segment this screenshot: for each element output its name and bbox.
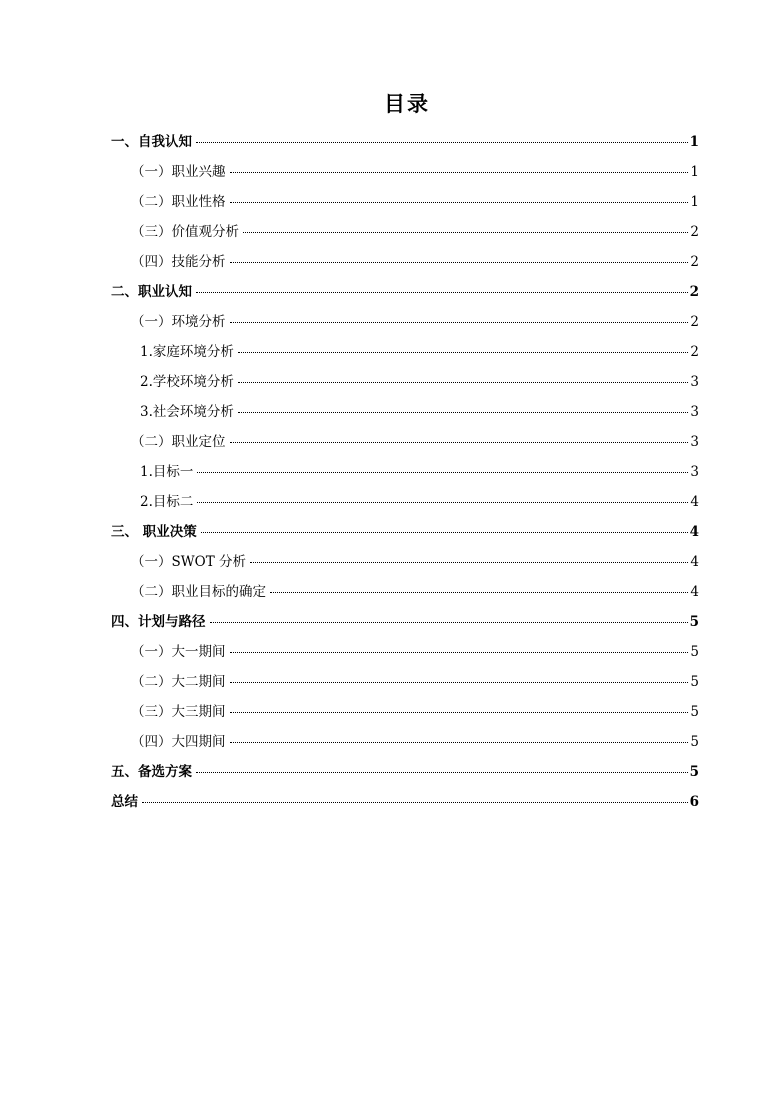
toc-entry[interactable] — [111, 667, 699, 697]
toc-entry[interactable] — [111, 727, 699, 757]
toc-entry-label: 一、自我认知 — [111, 134, 192, 150]
toc-entry-page-number: 2 — [690, 254, 699, 270]
toc-entry-label: 3.社会环境分析 — [140, 404, 234, 420]
dot-leader — [230, 441, 689, 443]
toc-entry[interactable] — [111, 457, 699, 487]
dot-leader — [210, 621, 688, 623]
toc-entry-page-number: 5 — [689, 614, 699, 630]
toc-entry-label: （二）大二期间 — [131, 674, 226, 690]
toc-entry-page-number: 3 — [690, 464, 699, 480]
toc-entry-label: （二）职业目标的确定 — [131, 584, 266, 600]
page-title: 目录 — [384, 91, 430, 116]
toc-entry[interactable] — [111, 307, 699, 337]
toc-entry-label: 五、备选方案 — [111, 764, 192, 780]
dot-leader — [197, 501, 688, 503]
dot-leader — [230, 201, 689, 203]
toc-entry[interactable] — [111, 427, 699, 457]
toc-entry-page-number: 3 — [690, 434, 699, 450]
toc-entry-page-number: 1 — [690, 164, 699, 180]
toc-entry-page-number: 4 — [690, 494, 699, 510]
toc-entry-label: 2.学校环境分析 — [140, 374, 234, 390]
toc-entry[interactable] — [111, 517, 699, 547]
toc-entry[interactable] — [111, 247, 699, 277]
toc-entry[interactable] — [111, 217, 699, 247]
toc-entry-label: 四、计划与路径 — [111, 614, 206, 630]
toc-entry[interactable] — [111, 367, 699, 397]
dot-leader — [230, 681, 689, 683]
toc-entry-label: （二）职业定位 — [131, 434, 226, 450]
toc-entry-label: （四）技能分析 — [131, 254, 226, 270]
toc-entry-page-number: 5 — [690, 734, 699, 750]
toc-entry-page-number: 5 — [690, 674, 699, 690]
dot-leader — [230, 261, 689, 263]
toc-entry[interactable] — [111, 787, 699, 817]
dot-leader — [201, 531, 688, 533]
toc-entry-page-number: 5 — [690, 644, 699, 660]
dot-leader — [196, 291, 688, 293]
toc-entry[interactable] — [111, 697, 699, 727]
toc-entry-label: （一）环境分析 — [131, 314, 226, 330]
toc-entry-page-number: 2 — [690, 224, 699, 240]
toc-entry-page-number: 4 — [690, 584, 699, 600]
dot-leader — [196, 771, 688, 773]
dot-leader — [230, 321, 689, 323]
toc-entry-page-number: 1 — [689, 134, 699, 150]
dot-leader — [238, 351, 689, 353]
toc-entry-label: 2.目标二 — [140, 494, 194, 510]
dot-leader — [230, 741, 689, 743]
toc-entry-label: 总结 — [111, 794, 138, 810]
dot-leader — [230, 651, 689, 653]
toc-entry-label: （三）大三期间 — [131, 704, 226, 720]
dot-leader — [238, 411, 689, 413]
toc-entry[interactable] — [111, 757, 699, 787]
toc-entry[interactable] — [111, 127, 699, 157]
dot-leader — [230, 711, 689, 713]
toc-entry-page-number: 3 — [690, 374, 699, 390]
toc-entry[interactable] — [111, 187, 699, 217]
toc-entry-page-number: 2 — [690, 344, 699, 360]
toc-entry-label: 1.家庭环境分析 — [140, 344, 234, 360]
toc-entry[interactable] — [111, 277, 699, 307]
toc-entry[interactable] — [111, 547, 699, 577]
toc-entry[interactable] — [111, 337, 699, 367]
toc-entry-label: 1.目标一 — [140, 464, 194, 480]
toc-entry-label: 三、 职业决策 — [111, 524, 197, 540]
toc-entry[interactable] — [111, 157, 699, 187]
toc-entry[interactable] — [111, 397, 699, 427]
toc-entry-page-number: 6 — [689, 794, 699, 810]
dot-leader — [230, 171, 689, 173]
toc-entry-label: 二、职业认知 — [111, 284, 192, 300]
dot-leader — [250, 561, 688, 563]
dot-leader — [238, 381, 689, 383]
toc-entry-page-number: 3 — [690, 404, 699, 420]
toc-entry[interactable] — [111, 637, 699, 667]
toc-entry[interactable] — [111, 487, 699, 517]
toc-entry-page-number: 4 — [689, 524, 699, 540]
toc-entry-label: （四）大四期间 — [131, 734, 226, 750]
toc-entry-page-number: 5 — [689, 764, 699, 780]
toc-entry-page-number: 2 — [690, 314, 699, 330]
dot-leader — [243, 231, 688, 233]
toc-entry[interactable] — [111, 577, 699, 607]
toc-entry-label: （三）价值观分析 — [131, 224, 239, 240]
toc-entry[interactable] — [111, 607, 699, 637]
toc-entry-label: （一）职业兴趣 — [131, 164, 226, 180]
dot-leader — [142, 801, 688, 803]
dot-leader — [270, 591, 688, 593]
dot-leader — [197, 471, 688, 473]
toc-entry-page-number: 1 — [690, 194, 699, 210]
toc-entry-page-number: 4 — [690, 554, 699, 570]
toc-entry-page-number: 2 — [689, 284, 699, 300]
toc-entry-label: （一）SWOT 分析 — [131, 554, 246, 570]
table-of-contents — [111, 127, 699, 817]
dot-leader — [196, 141, 688, 143]
toc-entry-page-number: 5 — [690, 704, 699, 720]
toc-entry-label: （二）职业性格 — [131, 194, 226, 210]
toc-entry-label: （一）大一期间 — [131, 644, 226, 660]
